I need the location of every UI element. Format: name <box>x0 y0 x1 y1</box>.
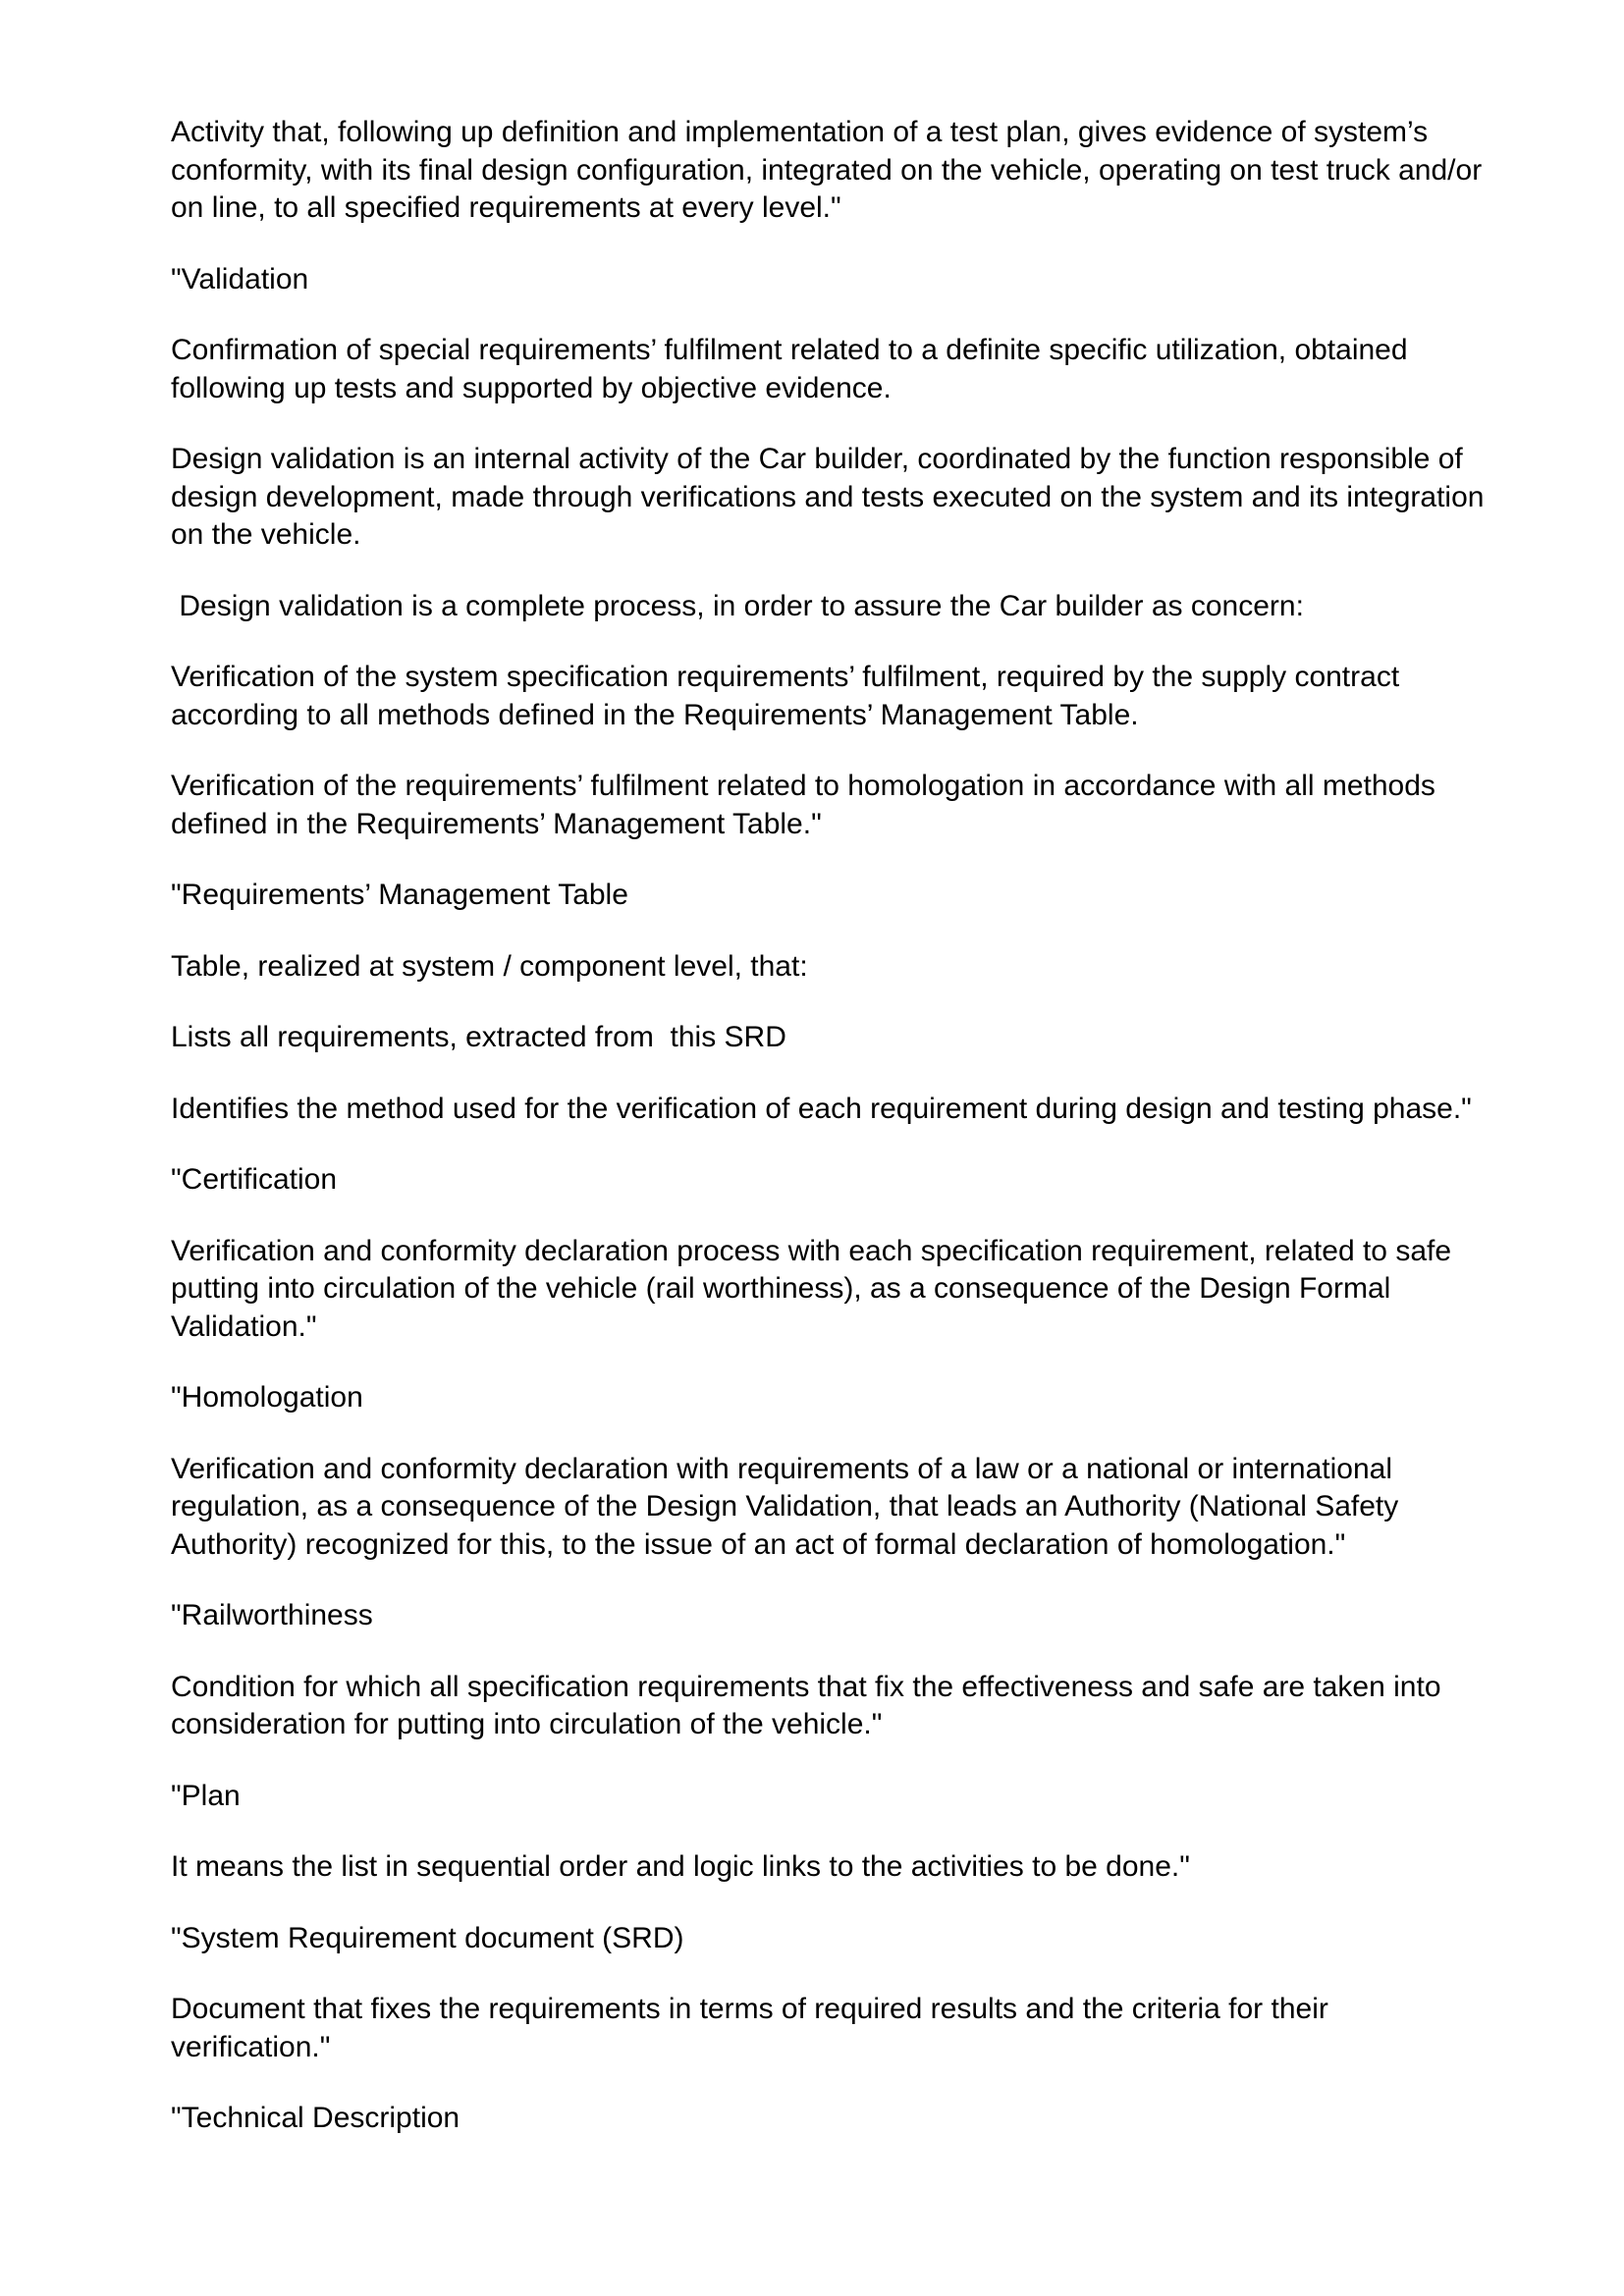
document-body <box>171 114 1545 2171</box>
paragraph-table-realized: Table, realized at system / component level, that: <box>171 949 808 983</box>
term-homologation: "Homologation <box>171 1381 363 1414</box>
paragraph-identifies-method: Identifies the method used for the verification of each requirement during design and testing phase." <box>171 1092 1472 1125</box>
term-certification: "Certification <box>171 1163 338 1196</box>
term-railworthiness: "Railworthiness <box>171 1599 373 1631</box>
paragraph-srd-definition: Document that fixes the requirements in terms of required results and the criteria for their verification." <box>171 1993 1328 2063</box>
paragraph-test-activity: Activity that, following up definition and implementation of a test plan, gives evidence of system’s conformity, with its final design configuration, integrated on the vehicle, operating on test truck and/or on line, to all specified requirements at every level." <box>171 116 1483 224</box>
paragraph-design-validation-process: Design validation is a complete process, in order to assure the Car builder as concern: <box>171 589 1304 622</box>
paragraph-plan-definition: It means the list in sequential order and logic links to the activities to be done." <box>171 1850 1190 1883</box>
paragraph-lists-requirements: Lists all requirements, extracted from this SRD <box>171 1021 786 1053</box>
paragraph-verification-specification: Verification of the system specification requirements’ fulfilment, required by the supply contract according to all methods defined in the Requirements’ Management Table. <box>171 661 1400 731</box>
term-requirements-management-table: "Requirements’ Management Table <box>171 879 628 911</box>
paragraph-validation-definition: Confirmation of special requirements’ fulfilment related to a definite specific utilization, obtained following up tests and supported by objective evidence. <box>171 334 1408 404</box>
paragraph-verification-homologation: Verification of the requirements’ fulfilment related to homologation in accordance with all methods defined in the Requirements’ Management Table." <box>171 770 1435 840</box>
term-technical-description: "Technical Description <box>171 2102 460 2134</box>
paragraph-design-validation-internal: Design validation is an internal activity of the Car builder, coordinated by the function responsible of design development, made through verifications and tests executed on the system and its integration on the vehicle. <box>171 443 1485 551</box>
paragraph-certification-definition: Verification and conformity declaration process with each specification requirement, related to safe putting into circulation of the vehicle (rail worthiness), as a consequence of the Design Formal Validation." <box>171 1234 1452 1343</box>
term-system-requirement-document: "System Requirement document (SRD) <box>171 1921 684 1954</box>
paragraph-railworthiness-definition: Condition for which all specification requirements that fix the effectiveness and safe are taken into consideration for putting into circulation of the vehicle." <box>171 1670 1441 1740</box>
term-validation: "Validation <box>171 262 309 295</box>
paragraph-homologation-definition: Verification and conformity declaration with requirements of a law or a national or international regulation, as a consequence of the Design Validation, that leads an Authority (National Safety Authority) recognized for this, to the issue of an act of formal declaration of homologation." <box>171 1452 1399 1561</box>
term-plan: "Plan <box>171 1779 241 1812</box>
